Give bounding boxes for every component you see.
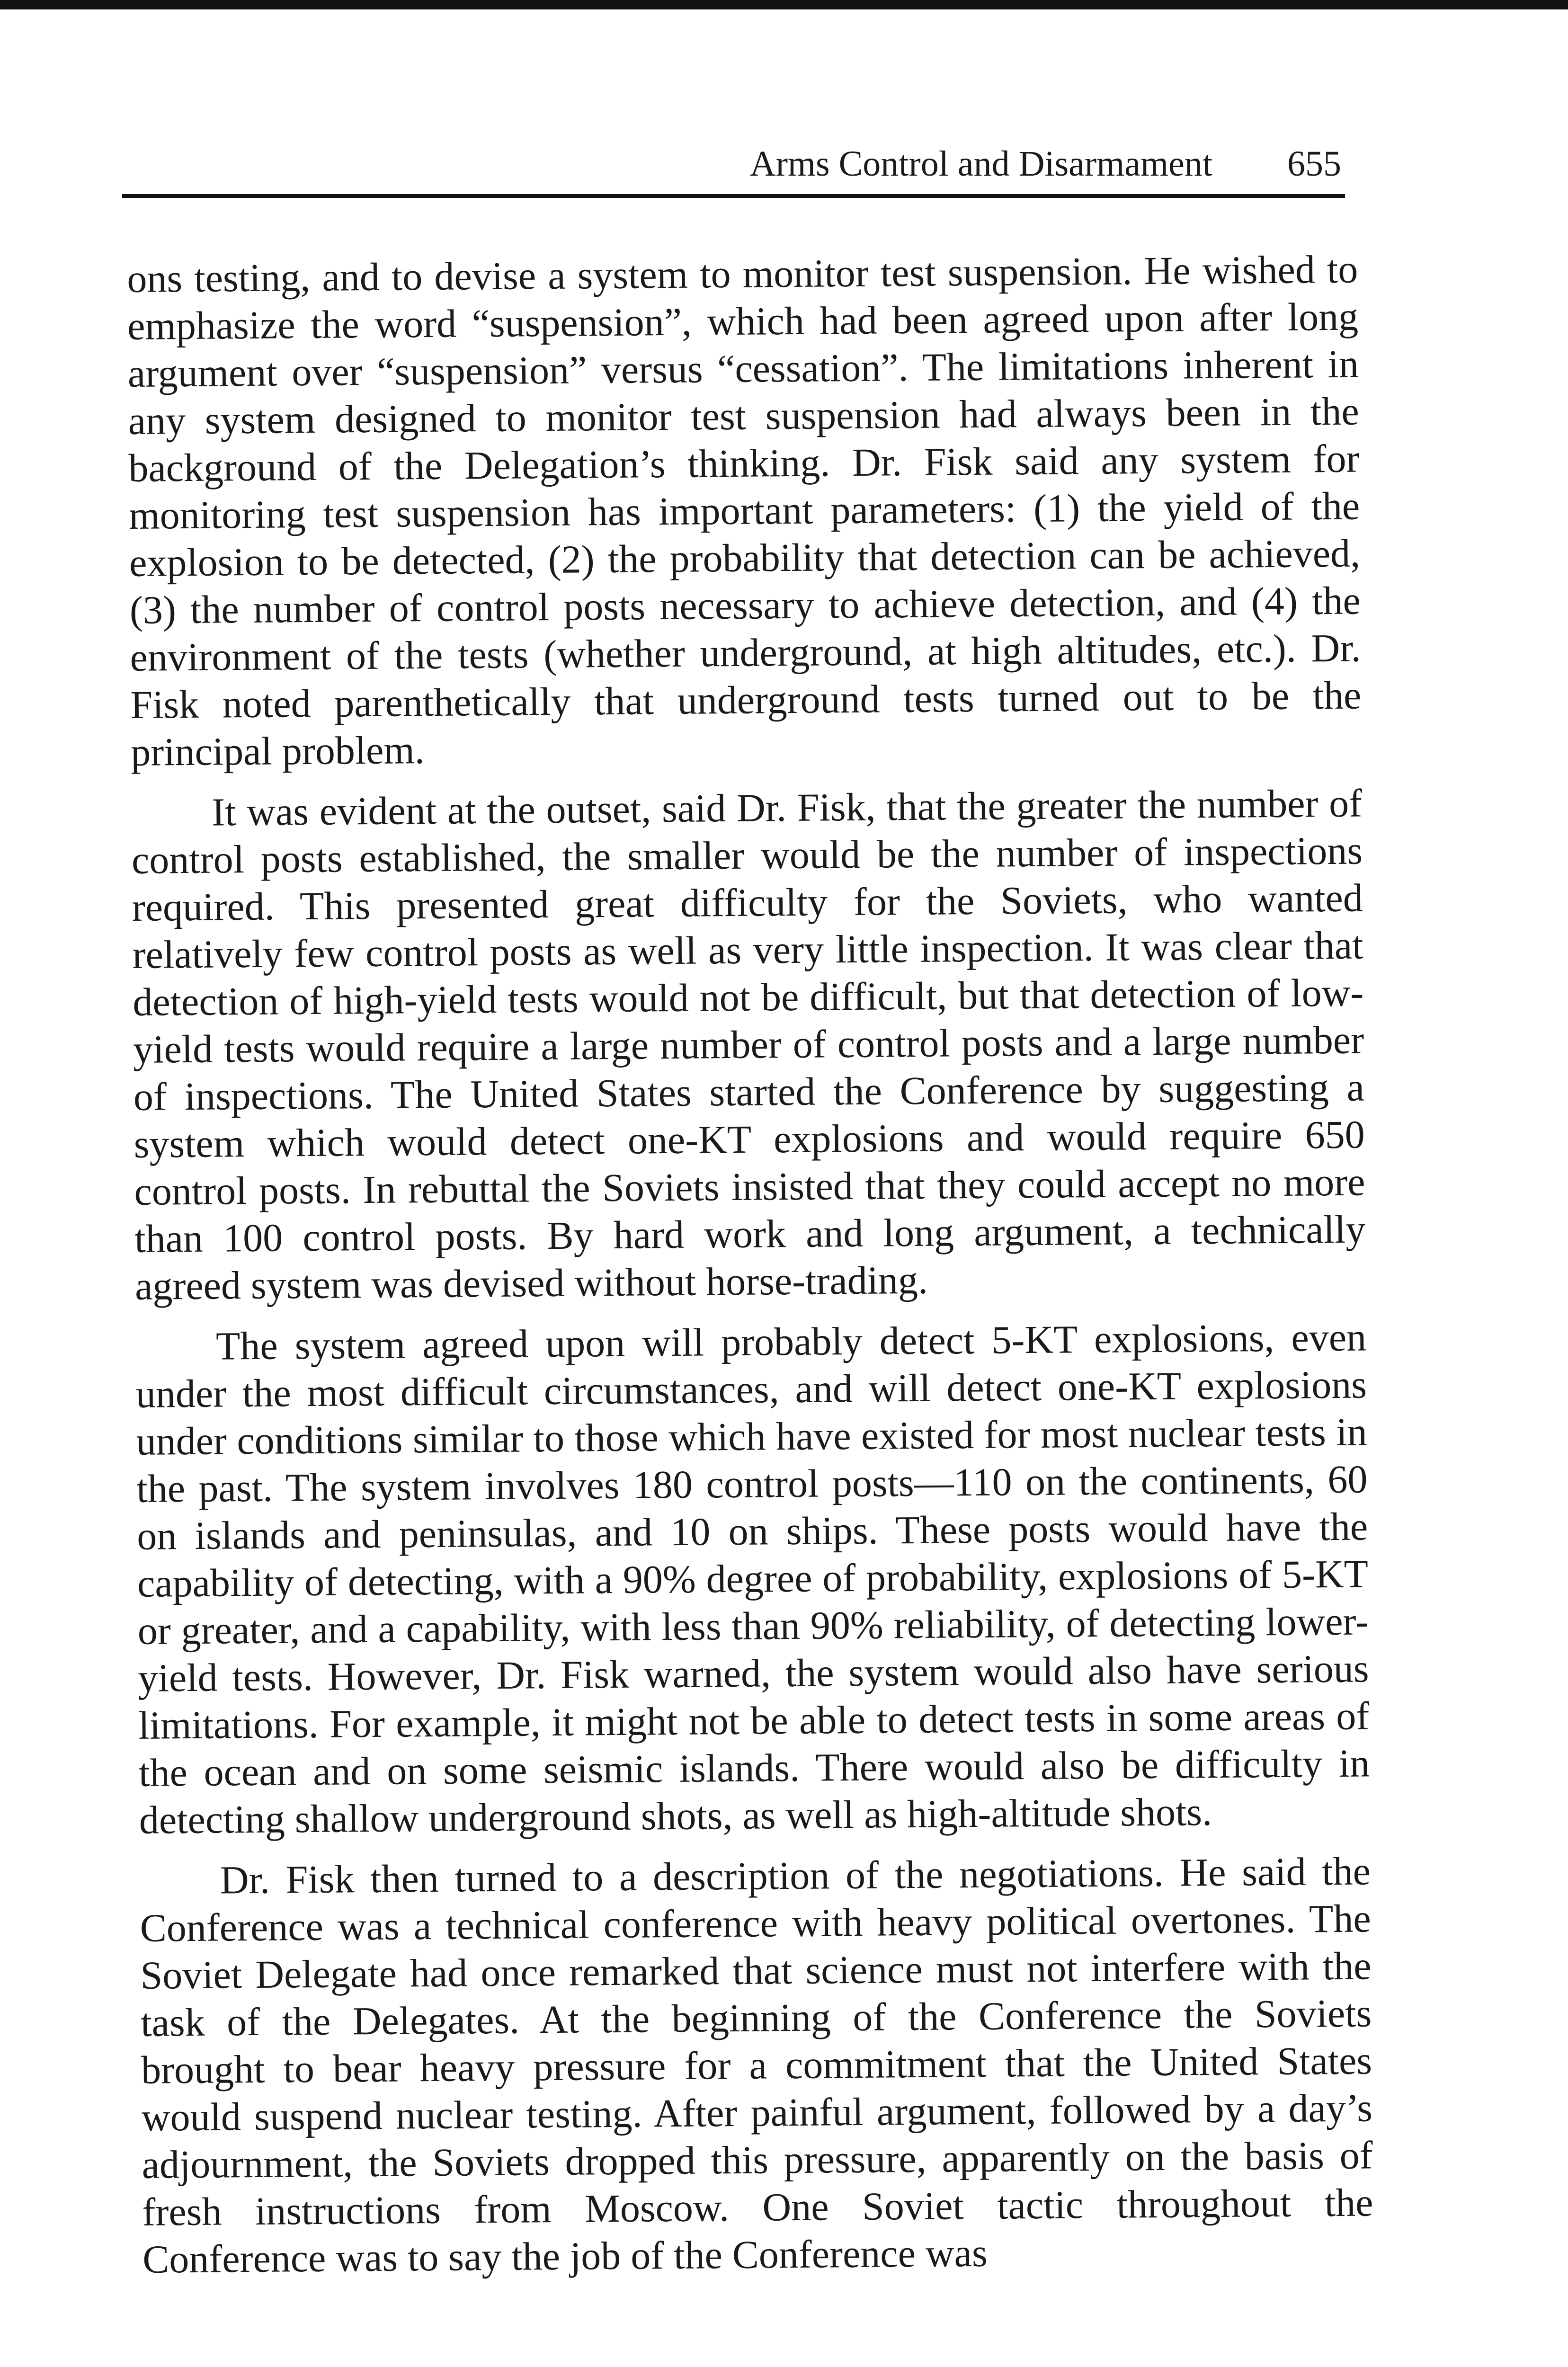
header-rule (122, 194, 1345, 198)
paragraph-2: It was evident at the outset, said Dr. Fisk, that the greater the number of control posts established, the smaller would be the number of inspections required. This presented great difficulty for the Soviets, who wanted relatively few control posts as well as very little inspection. It was clear that detection of high-yield tests would not be difficult, but that detection of low-yield tests would require a large number of control posts and a large number of inspections. The United States started the Conference by suggesting a system which would detect one-KT explosions and would require 650 control posts. In rebuttal the Soviets insisted that they could accept no more than 100 control posts. By hard work and long argument, a technically agreed system was devised without horse-trading. (131, 781, 1366, 1308)
paragraph-3: The system agreed upon will probably detect 5-KT explosions, even under the most difficult circumstances, and will detect one-KT explosions under conditions similar to those which have existed for most nuclear tests in the past. The system involves 180 control posts—110 on the continents, 60 on islands and peninsulas, and 10 on ships. These posts would have the capability of detecting, with a 90% degree of probability, explosions of 5-KT or greater, and a capability, with less than 90% reliability, of detecting lower-yield tests. However, Dr. Fisk warned, the system would also have serious limitations. For example, it might not be able to detect tests in some areas of the ocean and on some seismic islands. There would also be difficulty in detecting shallow underground shots, as well as high-altitude shots. (135, 1315, 1370, 1842)
running-head-title: Arms Control and Disarmament (749, 144, 1212, 184)
page-top-edge (0, 0, 1568, 9)
paragraph-4: Dr. Fisk then turned to a description of the negotiations. He said the Conference was a technical conference with heavy political overtones. The Soviet Delegate had once remarked that science must not interfere with the task of the Delegates. At the beginning of the Conference the Soviets brought to bear heavy pressure for a commitment that the United States would suspend nuclear testing. After painful argument, followed by a day’s adjournment, the Soviets dropped this pressure, apparently on the basis of fresh instructions from Moscow. One Soviet tactic throughout the Conference was to say the job of the Conference was (140, 1849, 1373, 2282)
body-text (127, 246, 1374, 2297)
page-number: 655 (1287, 144, 1341, 184)
running-head (122, 127, 1345, 198)
paragraph-1: ons testing, and to devise a system to monitor test suspension. He wished to emphasize the word “suspension”, which had been agreed upon after long argument over “suspension” versus “cessation”. The limitations inherent in any system designed to monitor test suspension had always been in the background of the Delegation’s thinking. Dr. Fisk said any system for monitoring test suspension has important parameters: (1) the yield of the explosion to be detected, (2) the probability that detection can be achieved, (3) the number of control posts necessary to achieve detection, and (4) the environment of the tests (whether underground, at high altitudes, etc.). Dr. Fisk noted parenthetically that underground tests turned out to be the principal problem. (127, 247, 1362, 774)
